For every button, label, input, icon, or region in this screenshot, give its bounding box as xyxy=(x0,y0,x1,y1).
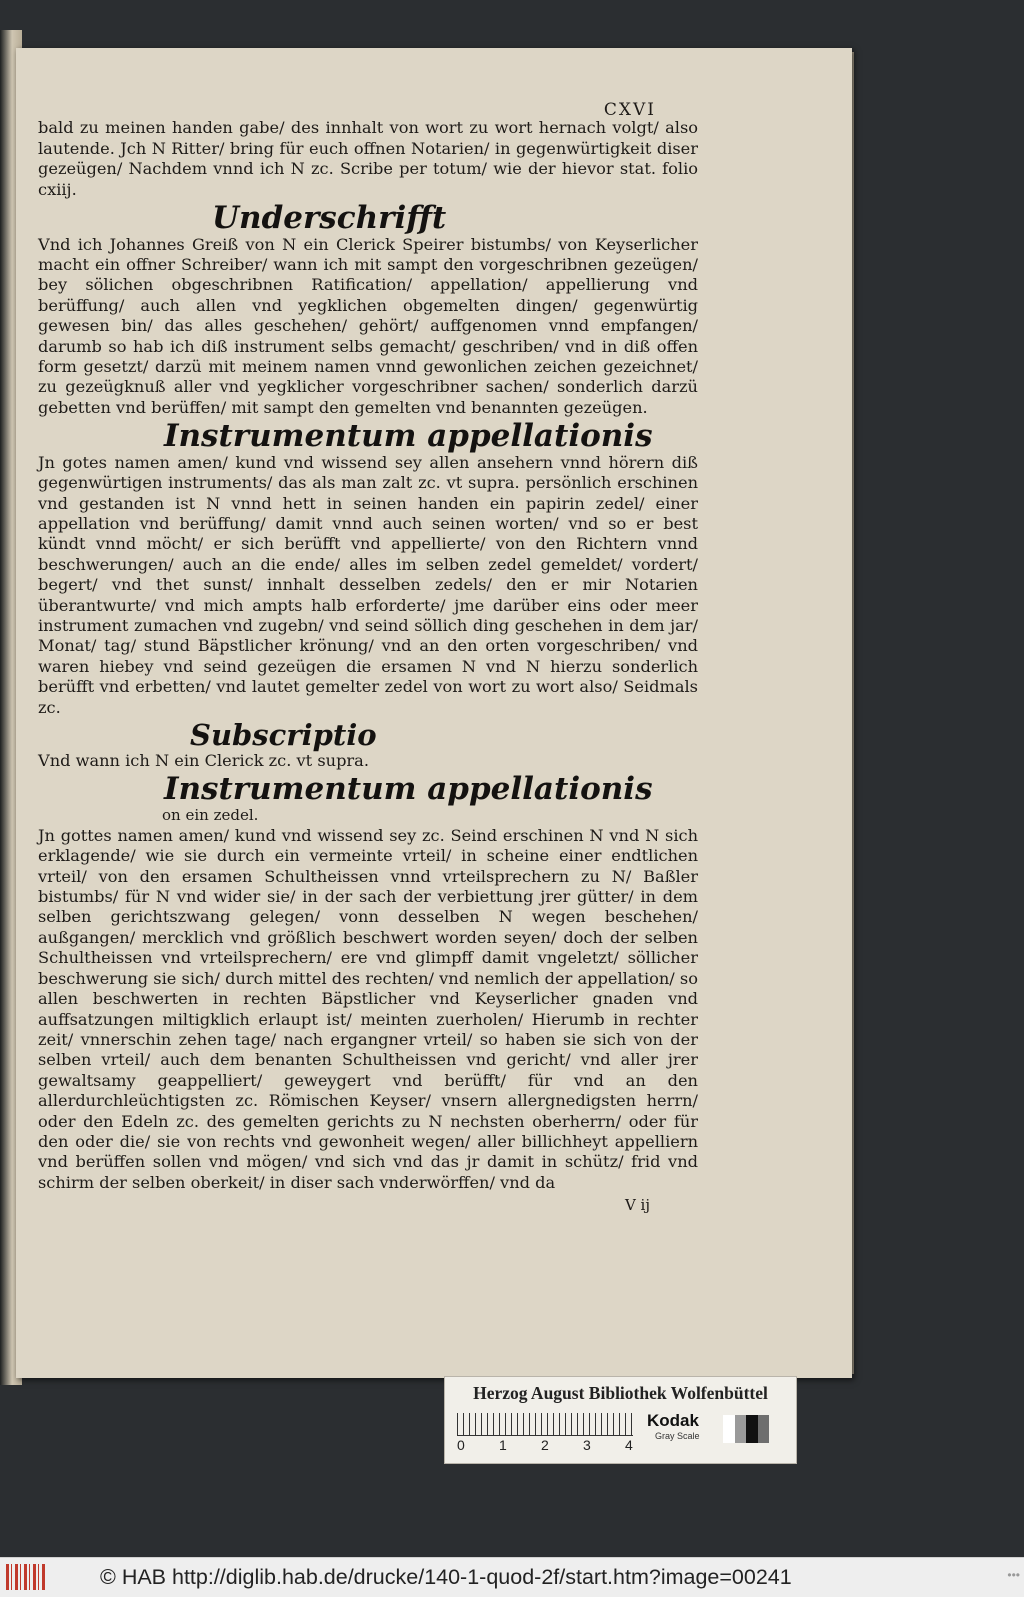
paragraph-instrumentum-1: Jn gotes namen amen/ kund vnd wissend sey allen ansehern vnnd hörern diß gegenwürtigen instruments/ das als man zalt zc. vt supra. persönlich erschinen vnd gestanden ist N vnnd hett in seinen handen ein papirin zedel/ einer appellation vnd berüffung/ damit vnnd auch seinen worten/ vnd so er best kündt vnnd möcht/ er sich berüfft vnd appellierte/ von den Richtern vnnd beschwerungen/ auch an die ende/ alles im selben zedel gemeldet/ vordert/ begert/ vnd thet sunst/ innhalt desselben zedels/ den er mir Notarien überantwurte/ vnd mich ampts halb erforderte/ jme darüber eins oder meer instrument zumachen vnd zugebn/ vnd seind söllich ding geschehen in dem jar/ Monat/ tag/ stund Bäpstlicher krönung/ vnd an den orten vorgeschriben/ vnd waren hiebey vnd seind gezeügen die ersamen N vnd N hierzu sonderlich berüfft vnd erbetten/ vnd lautet gemelter zedel von wort zu wort also/ Seidmals zc. xyxy=(38,452,698,717)
paragraph-intro: bald zu meinen handen gabe/ des innhalt von wort zu wort hernach volgt/ also lautende. Jch N Ritter/ bring für euch offnen Notarien/ in gegenwürtigkeit diser gezeügen/ Nachdem vnnd ich N zc. Scribe per totum/ wie der hievor stat. folio cxiij. xyxy=(38,118,698,199)
gray-swatches xyxy=(723,1415,769,1443)
footer-url-text[interactable]: © HAB http://diglib.hab.de/drucke/140-1-quod-2f/start.htm?image=00241 xyxy=(100,1565,792,1589)
heading-underschrifft: Underschrifft xyxy=(212,200,447,237)
library-color-card xyxy=(444,1376,797,1464)
signature-mark: V ij xyxy=(624,1196,650,1215)
ruler-numbers xyxy=(457,1437,643,1455)
ruler-number: 4 xyxy=(625,1437,633,1453)
gray-swatch xyxy=(758,1415,770,1443)
folio-number: CXVI xyxy=(603,100,656,120)
heading-instrumentum-2: Instrumentum appellationis xyxy=(164,770,653,807)
ruler-number: 0 xyxy=(457,1437,465,1453)
library-name: Herzog August Bibliothek Wolfenbüttel xyxy=(473,1383,768,1403)
ruler-number: 3 xyxy=(583,1437,591,1453)
footer-dots: ••• xyxy=(1007,1568,1020,1582)
scale-ruler xyxy=(457,1413,633,1436)
kodak-logo: Kodak xyxy=(647,1411,699,1430)
gray-swatch xyxy=(746,1415,758,1443)
subheading-instrumentum-2: on ein zedel. xyxy=(162,806,259,825)
heading-subscriptio: Subscriptio xyxy=(190,718,377,753)
page-text xyxy=(38,100,698,1216)
gray-swatch xyxy=(723,1415,735,1443)
ruler-number: 1 xyxy=(499,1437,507,1453)
barcode-icon xyxy=(6,1564,46,1590)
paragraph-instrumentum-2: Jn gottes namen amen/ kund vnd wissend sey zc. Seind erschinen N vnd N sich erklagende/ wie sie durch ein vermeinte vrteil/ in scheine einer endtlichen vrteil/ von den ersamen Schultheissen vnnd vrteilsprechern zu N/ Baßler bistumbs/ für N vnd wider sie/ in der sach der verbiettung jrer gütter/ in dem selben gerichtszwang gelegen/ vonn desselben N wegen beschehen/ außgangen/ mercklich vnd größlich beschwert worden seyen/ doch der selben Schultheissen vnd vrteilsprechern/ ere vnd glimpff damit vngeletzt/ söllicher beschwerung sie sich/ durch mittel des rechten/ vnd nemlich der appellation/ so allen beschwerten in rechten Bäpstlicher vnd Keyserlicher gnaden vnd auffsatzungen miltigklich erlaupt ist/ meinten zuerholen/ Hierumb in rechter zeit/ vnnerschin zehen tage/ nach ergangner vrteil/ so haben sie sich von der selben vrteil/ auch dem benanten Schultheissen vnd gericht/ vnd aller jrer gewaltsamy geappelliert/ geweygert vnd berüfft/ für vnd an den allerdurchleüchtigsten zc. Römischen Keyser/ vnsern allergnedigsten herrn/ oder den Edeln zc. des gemelten gerichts zu N nechsten oberherrn/ oder für den oder die/ sie von rechts vnd gewonheit wegen/ aller billichheyt appelliern vnd berüffen sollen vnd mögen/ vnd sich vnd das jr damit in schütz/ frid vnd schirm der selben oberkeit/ in diser sach vnderwörffen/ vnd da xyxy=(38,825,698,1192)
ruler-number: 2 xyxy=(541,1437,549,1453)
footer-bar xyxy=(0,1557,1024,1597)
paragraph-subscriptio: Vnd wann ich N ein Clerick zc. vt supra. xyxy=(38,750,369,770)
heading-instrumentum-1: Instrumentum appellationis xyxy=(164,418,653,455)
paragraph-underschrifft: Vnd ich Johannes Greiß von N ein Clerick Speirer bistumbs/ von Keyserlicher macht ein offner Schreiber/ wann ich mit sampt den vorgeschribnen gezeügen/ bey sölichen obgeschribnen Ratification/ appellation/ appellierung vnd berüffung/ auch allen vnd yegklichen obgemelten dingen/ gegenwürtig gewesen bin/ das alles geschehen/ gehört/ auffgenomen vnnd empfangen/ darumb so hab ich diß instrument selbs gemacht/ geschriben/ vnd in diß offen form gesetzt/ darzü mit meinem namen vnnd gewonlichen zeichen gezeichnet/ zu gezeügknuß aller vnd yegklicher vorgeschribner sachen/ sonderlich darzü gebetten vnd berüffen/ mit sampt den gemelten vnd benannten gezeügen. xyxy=(38,234,698,417)
gray-scale-label: Gray Scale xyxy=(655,1431,700,1441)
gray-swatch xyxy=(735,1415,747,1443)
